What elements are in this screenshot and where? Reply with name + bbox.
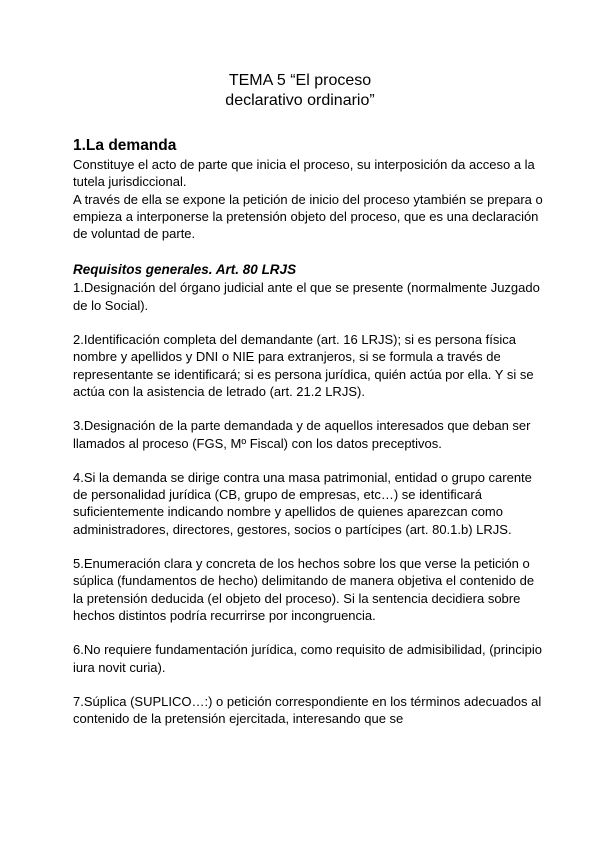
- requirement-item: 2.Identificación completa del demandante (art. 16 LRJS); si es persona física nombre y apellidos y DNI o NIE para extranjeros, si se formula a través de representante se identificará; si es persona jurídica, quién actúa por ella. Y si se actúa con la asistencia de letrado (art. 21.2 LRJS).: [73, 332, 534, 399]
- title-line-1: TEMA 5 “El proceso: [228, 72, 372, 89]
- requirement-item: 4.Si la demanda se dirige contra una masa patrimonial, entidad o grupo carente de personalidad jurídica (CB, grupo de empresas, etc…) se identificará suficientemente indicando nombre y apellidos de quienes aparezcan como administradores, directores, gestores, socios o partícipes (art. 80.1.b) LRJS.: [73, 469, 532, 537]
- intro-paragraph: Constituye el acto de parte que inicia el proceso, su interposición da acceso a la tutela jurisdiccional.: [73, 157, 535, 190]
- title-line-2: declarativo ordinario”: [225, 92, 375, 109]
- section-heading-la-demanda: 1.La demanda: [73, 137, 177, 154]
- requirement-item: 5.Enumeración clara y concreta de los hechos sobre los que verse la petición o súplica (fundamentos de hecho) delimitando de manera objetiva el contenido de la pretensión deducida (el objeto del proceso). Si la sentencia decidiera sobre hechos distintos podría recurrirse por incongruencia.: [73, 556, 535, 623]
- requirement-item: 1.Designación del órgano judicial ante el que se presente (normalmente Juzgado de lo Social).: [73, 280, 540, 313]
- document-body: [73, 136, 543, 727]
- requirement-item: 7.Súplica (SUPLICO…:) o petición correspondiente en los términos adecuados al contenido de la pretensión ejercitada, interesando que se: [73, 693, 542, 727]
- requirement-item: 6.No requiere fundamentación jurídica, como requisito de admisibilidad, (principio iura novit curia).: [73, 642, 542, 675]
- document-title: [0, 71, 600, 111]
- requirement-item: 3.Designación de la parte demandada y de aquellos interesados que deban ser llamados al proceso (FGS, Mº Fiscal) con los datos preceptivos.: [73, 418, 531, 451]
- intro-paragraph: A través de ella se expone la petición de inicio del proceso ytambién se prepara o empieza a interponerse la pretensión objeto del proceso, que es una declaración de voluntad de parte.: [73, 191, 543, 242]
- subsection-heading-requisitos: Requisitos generales. Art. 80 LRJS: [73, 262, 297, 278]
